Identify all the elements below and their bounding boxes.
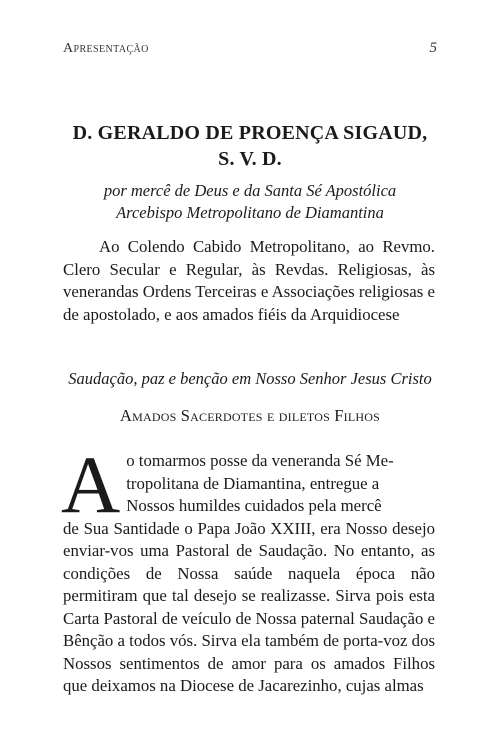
title-line-1: por mercê de Deus e da Santa Sé Apostólica bbox=[103, 181, 397, 200]
page-number: 5 bbox=[429, 40, 437, 56]
running-head bbox=[63, 40, 437, 57]
greeting: Amados Sacerdotes e diletos Filhos bbox=[119, 406, 381, 425]
author-titles bbox=[40, 180, 460, 224]
author-name: D. GERALDO DE PROENÇA SIGAUD, bbox=[72, 122, 428, 144]
main-line-3: Nossos humildes cuidados pela mercê bbox=[126, 496, 382, 515]
main-line-2: tropolitana de Diamantina, entregue a bbox=[126, 473, 380, 493]
salutation: Saudação, paz e benção em Nosso Senhor Jesus Cristo bbox=[68, 369, 432, 388]
main-paragraph bbox=[61, 439, 435, 698]
drop-cap: A bbox=[61, 439, 121, 530]
main-line-1: o tomarmos posse da veneranda Sé Me- bbox=[126, 451, 394, 470]
author-order: S. V. D. bbox=[218, 148, 282, 170]
addressees-text: Ao Colendo Cabido Metropolitano, ao Revmo. Clero Secular e Regular, às Revdas. Religiosas, às venerandas Ordens Terceiras e Associações religiosas e de apostolado, e aos amados fiéis da Arquidiocese bbox=[63, 237, 435, 324]
addressees-paragraph bbox=[63, 236, 435, 326]
main-text: de Sua Santidade o Papa João XXIII, era Nosso desejo enviar-vos uma Pastoral de Saudação. No entanto, as condições de Nossa saúde naquela época não permitiram que tal desejo se realizasse. Sirva pois esta Carta Pastoral de veículo de Nossa paternal Saudação e Bênção a todos vós. Sirva ela também de porta-voz dos Nossos sentimentos de amor para os amados Filhos que deixamos na Diocese de Jacarezinho, cujas almas bbox=[63, 518, 435, 695]
author-heading bbox=[40, 120, 460, 172]
running-title: Apresentação bbox=[63, 41, 149, 56]
title-line-2: Arcebispo Metropolitano de Diamantina bbox=[116, 203, 384, 222]
